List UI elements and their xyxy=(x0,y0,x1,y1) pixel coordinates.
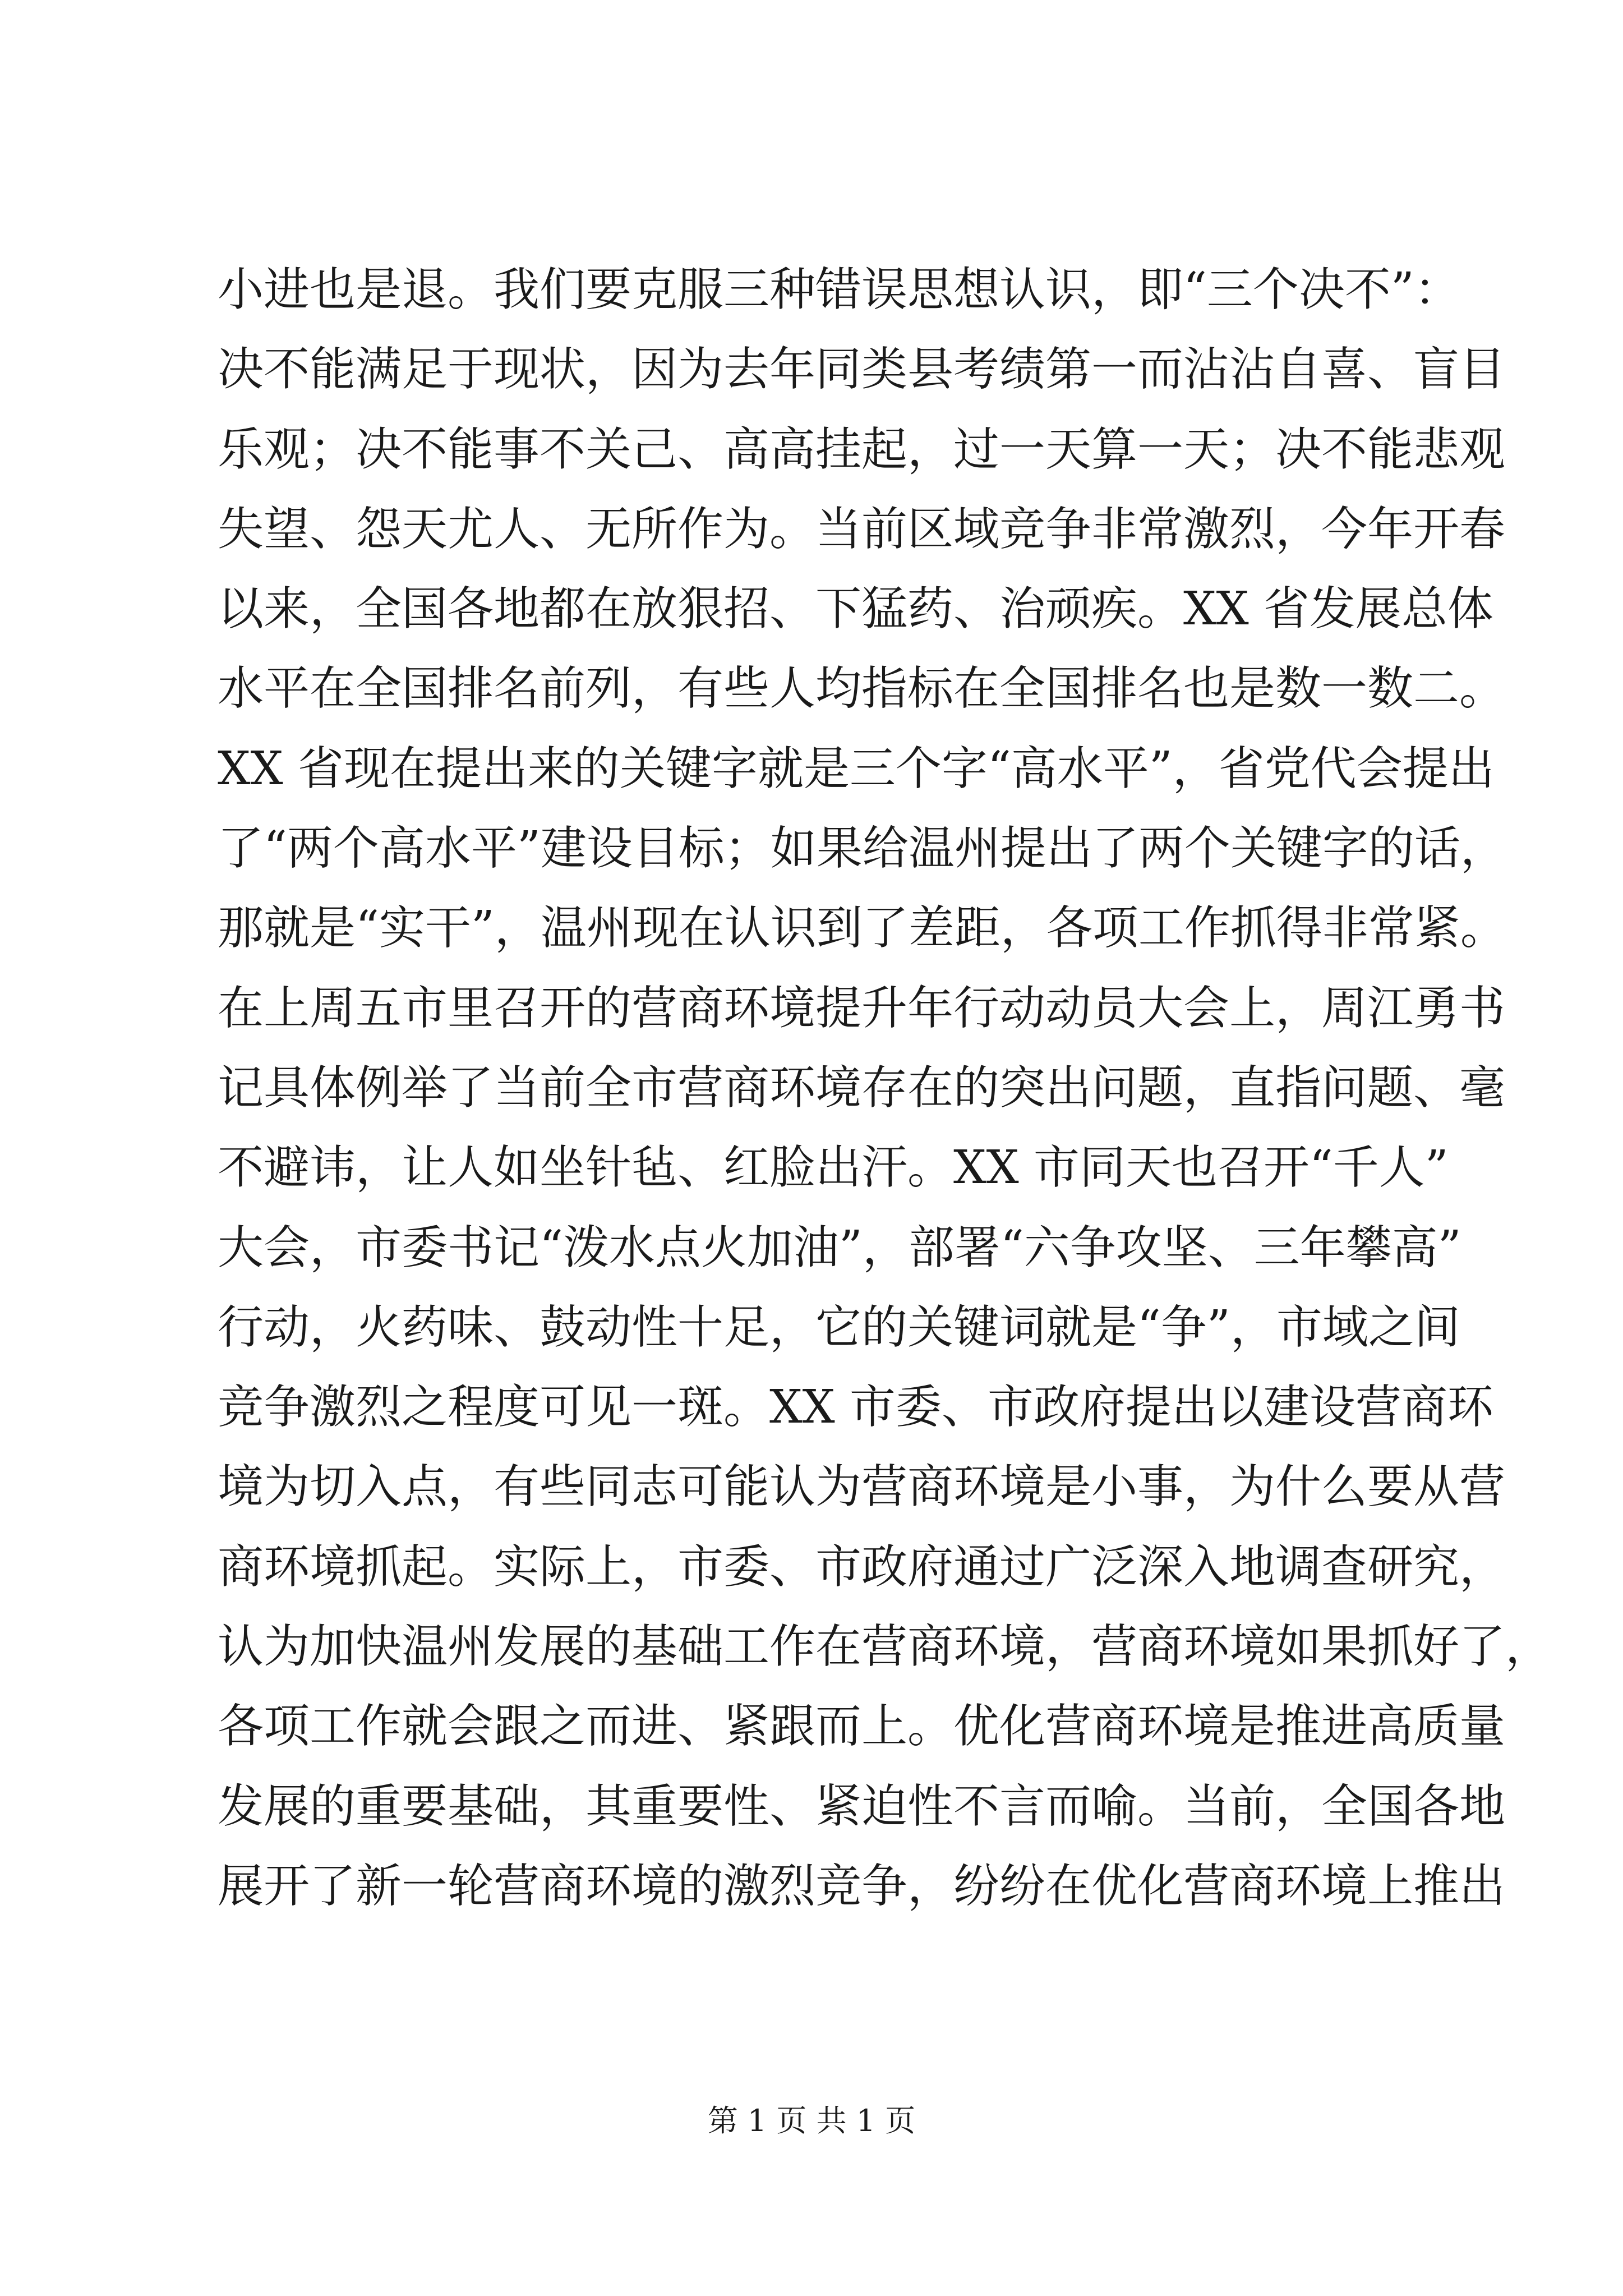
page-number: 第 1 页 共 1 页 xyxy=(707,2103,916,2138)
text-line: 发展的重要基础，其重要性、紧迫性不言而喻。当前，全国各地 xyxy=(218,1779,1506,1833)
text-line: 了“两个高水平”建设目标；如果给温州提出了两个关键字的话， xyxy=(218,822,1506,876)
text-line: 以来，全国各地都在放狠招、下猛药、治顽疾。XX 省发展总体 xyxy=(218,582,1493,636)
text-line: 不避讳，让人如坐针毡、红脸出汗。XX 市同天也召开“千人” xyxy=(218,1141,1449,1195)
text-line: 认为加快温州发展的基础工作在营商环境，营商环境如果抓好了， xyxy=(218,1620,1552,1674)
text-line: 各项工作就会跟之而进、紧跟而上。优化营商环境是推进高质量 xyxy=(218,1700,1506,1754)
text-line: 水平在全国排名前列，有些人均指标在全国排名也是数一数二。 xyxy=(218,662,1506,716)
text-line: 境为切入点，有些同志可能认为营商环境是小事，为什么要从营 xyxy=(218,1460,1506,1514)
text-line: 决不能满足于现状，因为去年同类县考绩第一而沾沾自喜、盲目 xyxy=(218,343,1506,397)
text-line: 在上周五市里召开的营商环境提升年行动动员大会上，周江勇书 xyxy=(218,981,1506,1035)
body-text xyxy=(218,250,1552,1926)
text-line: 大会，市委书记“泼水点火加油”，部署“六争攻坚、三年攀高” xyxy=(218,1221,1461,1274)
page-footer xyxy=(0,2101,1623,2141)
text-line: XX 省现在提出来的关键字就是三个字“高水平”，省党代会提出 xyxy=(218,742,1495,795)
text-line: 记具体例举了当前全市营商环境存在的突出问题，直指问题、毫 xyxy=(218,1061,1506,1115)
text-line: 小进也是退。我们要克服三种错误思想认识，即“三个决不”： xyxy=(218,263,1460,316)
text-line: 展开了新一轮营商环境的激烈竞争，纷纷在优化营商环境上推出 xyxy=(218,1859,1506,1913)
text-line: 乐观；决不能事不关己、高高挂起，过一天算一天；决不能悲观 xyxy=(218,422,1506,476)
text-line: 竞争激烈之程度可见一斑。XX 市委、市政府提出以建设营商环 xyxy=(218,1381,1493,1434)
text-line: 行动，火药味、鼓动性十足，它的关键词就是“争”，市域之间 xyxy=(218,1300,1460,1354)
text-line: 那就是“实干”，温州现在认识到了差距，各项工作抓得非常紧。 xyxy=(218,901,1506,955)
text-line: 失望、怨天尤人、无所作为。当前区域竞争非常激烈，今年开春 xyxy=(218,502,1506,556)
text-line: 商环境抓起。实际上，市委、市政府通过广泛深入地调查研究， xyxy=(218,1540,1506,1594)
